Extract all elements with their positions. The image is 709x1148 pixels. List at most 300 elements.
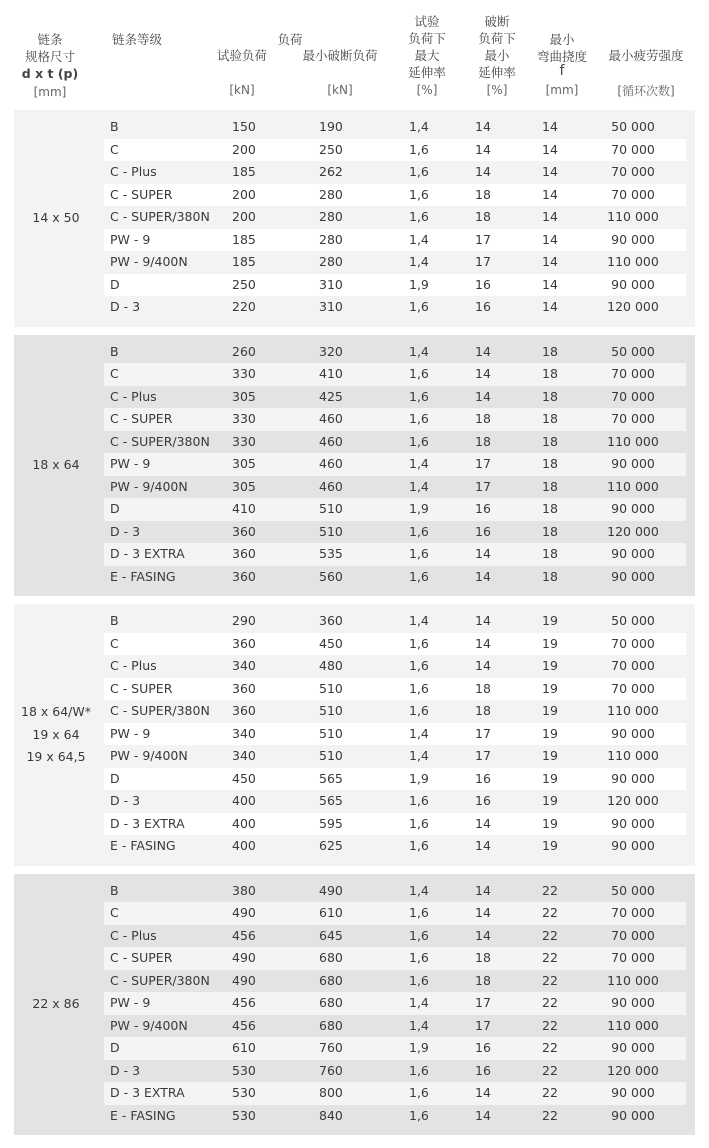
- cell-max-elong: 1,6: [409, 1085, 429, 1100]
- cell-bend: 22: [542, 995, 558, 1010]
- cell-max-elong: 1,4: [409, 478, 429, 494]
- cell-proof-load: 490: [232, 950, 256, 965]
- table-row: [104, 835, 686, 858]
- cell-min-elong: 14: [475, 815, 491, 831]
- cell-min-elong: 18: [475, 433, 491, 449]
- table-row: [104, 251, 686, 274]
- cell-fatigue: 90 000: [611, 456, 655, 471]
- cell-min-break: 510: [319, 523, 343, 539]
- cell-fatigue: 90 000: [611, 770, 655, 786]
- cell-min-elong: 14: [475, 882, 491, 898]
- cell-max-elong: 1,4: [409, 119, 429, 134]
- cell-min-break: 460: [319, 411, 343, 426]
- cell-bend: 18: [542, 546, 558, 561]
- table-row: [104, 206, 686, 229]
- cell-max-elong: 1,9: [409, 501, 429, 516]
- cell-proof-load: 490: [232, 905, 256, 920]
- cell-grade: PW - 9/400N: [110, 1017, 188, 1033]
- chain-size-label: 18 x 64: [32, 457, 80, 472]
- header-size-line2: 规格尺寸: [24, 49, 75, 64]
- cell-min-break: 280: [319, 231, 343, 247]
- cell-max-elong: 1,4: [409, 725, 429, 741]
- cell-max-elong: 1,6: [409, 546, 429, 561]
- header-size-line1: 链条: [37, 32, 63, 47]
- cell-fatigue: 110 000: [607, 254, 659, 269]
- cell-bend: 19: [542, 635, 558, 651]
- cell-max-elong: 1,4: [409, 748, 429, 763]
- table-row: [104, 476, 686, 499]
- header-min-elong-3: 最小: [484, 48, 510, 63]
- table-row: [104, 1060, 686, 1083]
- cell-proof-load: 456: [232, 927, 256, 943]
- header-min-elong-1: 破断: [484, 14, 510, 29]
- cell-min-break: 680: [319, 972, 343, 988]
- cell-grade: C - SUPER/380N: [110, 703, 210, 718]
- cell-grade: D - 3: [110, 299, 141, 314]
- cell-fatigue: 110 000: [607, 433, 659, 449]
- table-row: [104, 745, 686, 768]
- cell-min-break: 310: [319, 299, 343, 314]
- cell-proof-load: 305: [232, 478, 256, 494]
- cell-grade: D: [110, 1040, 120, 1055]
- cell-fatigue: 90 000: [611, 501, 655, 516]
- table-row: [104, 341, 686, 364]
- cell-grade: C - Plus: [110, 164, 157, 179]
- cell-min-break: 280: [319, 186, 343, 202]
- header-max-elong-1: 试验: [414, 14, 440, 29]
- cell-grade: C: [110, 905, 119, 920]
- cell-proof-load: 360: [232, 635, 256, 651]
- cell-min-elong: 17: [475, 456, 491, 471]
- cell-proof-load: 260: [232, 343, 256, 359]
- chain-size-label: 19 x 64,5: [26, 749, 86, 764]
- cell-min-elong: 18: [475, 186, 491, 202]
- cell-bend: 14: [542, 119, 558, 134]
- cell-min-elong: 14: [475, 366, 491, 381]
- cell-max-elong: 1,6: [409, 1107, 429, 1123]
- cell-grade: C - SUPER/380N: [110, 972, 210, 988]
- cell-fatigue: 70 000: [611, 186, 655, 202]
- cell-min-break: 460: [319, 478, 343, 494]
- cell-bend: 14: [542, 254, 558, 269]
- cell-max-elong: 1,4: [409, 456, 429, 471]
- cell-min-break: 645: [319, 927, 343, 943]
- table-row: [104, 633, 686, 656]
- cell-bend: 18: [542, 411, 558, 426]
- table-row: [104, 880, 686, 903]
- cell-min-elong: 16: [475, 1040, 491, 1055]
- cell-grade: D - 3 EXTRA: [110, 815, 185, 831]
- cell-bend: 18: [542, 501, 558, 516]
- cell-min-elong: 14: [475, 119, 491, 134]
- cell-proof-load: 360: [232, 523, 256, 539]
- cell-proof-load: 450: [232, 770, 256, 786]
- table-row: [104, 768, 686, 791]
- header-proof-load-unit: [kN]: [229, 83, 255, 97]
- table-row: [104, 229, 686, 252]
- cell-fatigue: 70 000: [611, 635, 655, 651]
- cell-min-break: 595: [319, 815, 343, 831]
- cell-proof-load: 360: [232, 546, 256, 561]
- cell-min-elong: 17: [475, 748, 491, 763]
- header-size-line3: d x t (p): [21, 66, 79, 81]
- chain-size-group: [14, 604, 695, 866]
- cell-fatigue: 90 000: [611, 231, 655, 247]
- cell-grade: PW - 9: [110, 995, 151, 1010]
- cell-min-break: 510: [319, 703, 343, 718]
- cell-fatigue: 90 000: [611, 838, 655, 853]
- cell-min-elong: 14: [475, 658, 491, 673]
- cell-fatigue: 110 000: [607, 748, 659, 763]
- cell-max-elong: 1,9: [409, 770, 429, 786]
- cell-proof-load: 400: [232, 815, 256, 831]
- cell-fatigue: 70 000: [611, 366, 655, 381]
- cell-min-elong: 18: [475, 680, 491, 696]
- cell-min-elong: 14: [475, 568, 491, 584]
- cell-proof-load: 185: [232, 231, 256, 247]
- cell-min-elong: 14: [475, 905, 491, 920]
- table-row: [104, 431, 686, 454]
- cell-min-break: 310: [319, 276, 343, 292]
- cell-grade: E - FASING: [110, 1107, 176, 1123]
- cell-min-elong: 14: [475, 927, 491, 943]
- cell-bend: 22: [542, 1040, 558, 1055]
- cell-max-elong: 1,6: [409, 658, 429, 673]
- cell-max-elong: 1,6: [409, 703, 429, 718]
- cell-max-elong: 1,4: [409, 343, 429, 359]
- cell-min-break: 460: [319, 433, 343, 449]
- cell-fatigue: 90 000: [611, 1040, 655, 1055]
- cell-min-break: 450: [319, 635, 343, 651]
- cell-min-break: 490: [319, 882, 343, 898]
- cell-fatigue: 110 000: [607, 1017, 659, 1033]
- cell-fatigue: 90 000: [611, 1107, 655, 1123]
- table-row: [104, 521, 686, 544]
- table-row: [104, 678, 686, 701]
- cell-fatigue: 50 000: [611, 613, 655, 628]
- cell-proof-load: 530: [232, 1107, 256, 1123]
- cell-min-elong: 16: [475, 1062, 491, 1078]
- cell-proof-load: 185: [232, 254, 256, 269]
- cell-proof-load: 400: [232, 838, 256, 853]
- cell-proof-load: 305: [232, 388, 256, 404]
- cell-grade: PW - 9: [110, 725, 151, 741]
- table-row: [104, 992, 686, 1015]
- cell-min-elong: 16: [475, 276, 491, 292]
- header-proof-load: 试验负荷: [216, 48, 267, 63]
- cell-bend: 19: [542, 748, 558, 763]
- cell-bend: 22: [542, 1085, 558, 1100]
- cell-grade: C - SUPER: [110, 950, 173, 965]
- cell-proof-load: 305: [232, 456, 256, 471]
- cell-min-break: 320: [319, 343, 343, 359]
- cell-grade: C: [110, 141, 119, 157]
- chain-size-label: 14 x 50: [32, 210, 80, 225]
- cell-min-break: 280: [319, 254, 343, 269]
- cell-min-break: 360: [319, 613, 343, 628]
- header-size-unit: [mm]: [33, 85, 67, 99]
- cell-fatigue: 90 000: [611, 1085, 655, 1100]
- cell-max-elong: 1,6: [409, 411, 429, 426]
- cell-bend: 18: [542, 523, 558, 539]
- cell-min-break: 625: [319, 838, 343, 853]
- cell-max-elong: 1,4: [409, 995, 429, 1010]
- table-row: [104, 453, 686, 476]
- cell-grade: C: [110, 635, 119, 651]
- chain-size-group: [14, 110, 695, 327]
- cell-min-break: 610: [319, 905, 343, 920]
- header-fatigue-unit: [循环次数]: [617, 84, 675, 98]
- chain-size-group: [14, 335, 695, 597]
- table-row: [104, 408, 686, 431]
- cell-min-break: 535: [319, 546, 343, 561]
- cell-min-elong: 16: [475, 501, 491, 516]
- cell-proof-load: 220: [232, 299, 256, 314]
- cell-grade: PW - 9: [110, 456, 151, 471]
- header-min-break-unit: [kN]: [327, 83, 353, 97]
- cell-bend: 14: [542, 209, 558, 224]
- cell-min-elong: 14: [475, 1085, 491, 1100]
- cell-fatigue: 90 000: [611, 276, 655, 292]
- cell-min-elong: 14: [475, 635, 491, 651]
- cell-grade: D - 3: [110, 1062, 141, 1078]
- cell-bend: 19: [542, 658, 558, 673]
- cell-fatigue: 70 000: [611, 388, 655, 404]
- cell-min-elong: 14: [475, 343, 491, 359]
- table-row: [104, 1037, 686, 1060]
- cell-grade: B: [110, 343, 119, 359]
- cell-bend: 18: [542, 568, 558, 584]
- cell-max-elong: 1,4: [409, 613, 429, 628]
- cell-grade: D: [110, 276, 120, 292]
- cell-min-break: 680: [319, 995, 343, 1010]
- cell-max-elong: 1,6: [409, 972, 429, 988]
- header-max-elong-4: 延伸率: [408, 65, 446, 80]
- cell-min-break: 510: [319, 501, 343, 516]
- cell-min-elong: 17: [475, 254, 491, 269]
- cell-min-break: 840: [319, 1107, 343, 1123]
- cell-proof-load: 330: [232, 433, 256, 449]
- cell-proof-load: 530: [232, 1062, 256, 1078]
- chain-size-label: 22 x 86: [32, 996, 80, 1011]
- cell-grade: PW - 9/400N: [110, 254, 188, 269]
- cell-grade: D: [110, 501, 120, 516]
- cell-proof-load: 360: [232, 703, 256, 718]
- cell-proof-load: 360: [232, 568, 256, 584]
- cell-fatigue: 70 000: [611, 950, 655, 965]
- cell-min-elong: 16: [475, 299, 491, 314]
- cell-grade: C: [110, 366, 119, 381]
- cell-bend: 18: [542, 366, 558, 381]
- table-row: [104, 925, 686, 948]
- cell-fatigue: 90 000: [611, 568, 655, 584]
- table-header: [0, 0, 709, 108]
- cell-min-elong: 14: [475, 1107, 491, 1123]
- cell-bend: 18: [542, 433, 558, 449]
- cell-proof-load: 400: [232, 793, 256, 808]
- header-fatigue: 最小疲劳强度: [608, 48, 684, 63]
- cell-proof-load: 330: [232, 411, 256, 426]
- cell-proof-load: 200: [232, 186, 256, 202]
- cell-min-elong: 16: [475, 793, 491, 808]
- header-max-elong-3: 最大: [414, 48, 440, 63]
- cell-max-elong: 1,6: [409, 838, 429, 853]
- table-row: [104, 723, 686, 746]
- table-row: [104, 566, 686, 589]
- cell-max-elong: 1,9: [409, 276, 429, 292]
- cell-min-elong: 17: [475, 231, 491, 247]
- cell-bend: 22: [542, 1017, 558, 1033]
- cell-min-break: 262: [319, 164, 343, 179]
- cell-min-break: 760: [319, 1062, 343, 1078]
- cell-min-break: 460: [319, 456, 343, 471]
- table-row: [104, 902, 686, 925]
- cell-max-elong: 1,6: [409, 299, 429, 314]
- cell-max-elong: 1,4: [409, 882, 429, 898]
- cell-proof-load: 410: [232, 501, 256, 516]
- cell-min-elong: 18: [475, 703, 491, 718]
- cell-bend: 14: [542, 141, 558, 157]
- cell-min-elong: 14: [475, 164, 491, 179]
- table-row: [104, 1105, 686, 1128]
- cell-grade: PW - 9/400N: [110, 478, 188, 494]
- cell-proof-load: 530: [232, 1085, 256, 1100]
- cell-min-elong: 18: [475, 411, 491, 426]
- cell-min-elong: 17: [475, 725, 491, 741]
- cell-grade: C - Plus: [110, 388, 157, 404]
- cell-max-elong: 1,6: [409, 433, 429, 449]
- cell-max-elong: 1,6: [409, 927, 429, 943]
- cell-max-elong: 1,6: [409, 680, 429, 696]
- cell-bend: 22: [542, 1062, 558, 1078]
- cell-fatigue: 50 000: [611, 343, 655, 359]
- cell-fatigue: 70 000: [611, 905, 655, 920]
- cell-proof-load: 200: [232, 141, 256, 157]
- cell-grade: B: [110, 882, 119, 898]
- cell-min-elong: 18: [475, 209, 491, 224]
- cell-proof-load: 340: [232, 748, 256, 763]
- cell-max-elong: 1,6: [409, 950, 429, 965]
- cell-proof-load: 250: [232, 276, 256, 292]
- cell-fatigue: 120 000: [607, 299, 659, 314]
- cell-fatigue: 90 000: [611, 815, 655, 831]
- cell-min-elong: 18: [475, 950, 491, 965]
- cell-grade: C - Plus: [110, 658, 157, 673]
- cell-min-break: 510: [319, 725, 343, 741]
- cell-proof-load: 456: [232, 995, 256, 1010]
- chain-size-label: 18 x 64/W*: [21, 704, 91, 719]
- cell-fatigue: 110 000: [607, 209, 659, 224]
- cell-proof-load: 185: [232, 164, 256, 179]
- cell-fatigue: 120 000: [607, 1062, 659, 1078]
- table-row: [104, 947, 686, 970]
- header-grade: 链条等级: [112, 32, 163, 47]
- cell-fatigue: 110 000: [607, 972, 659, 988]
- cell-max-elong: 1,6: [409, 1062, 429, 1078]
- cell-min-elong: 14: [475, 388, 491, 404]
- table-row: [104, 1082, 686, 1105]
- cell-max-elong: 1,6: [409, 388, 429, 404]
- cell-bend: 18: [542, 456, 558, 471]
- cell-bend: 14: [542, 299, 558, 314]
- cell-max-elong: 1,6: [409, 635, 429, 651]
- cell-fatigue: 90 000: [611, 995, 655, 1010]
- cell-fatigue: 70 000: [611, 164, 655, 179]
- cell-proof-load: 490: [232, 972, 256, 988]
- cell-grade: C - SUPER/380N: [110, 209, 210, 224]
- cell-bend: 19: [542, 725, 558, 741]
- cell-bend: 19: [542, 838, 558, 853]
- cell-min-break: 565: [319, 793, 343, 808]
- cell-fatigue: 70 000: [611, 927, 655, 943]
- cell-proof-load: 200: [232, 209, 256, 224]
- cell-proof-load: 340: [232, 725, 256, 741]
- cell-grade: D - 3: [110, 523, 141, 539]
- cell-fatigue: 70 000: [611, 680, 655, 696]
- cell-grade: D - 3: [110, 793, 141, 808]
- cell-bend: 22: [542, 972, 558, 988]
- cell-max-elong: 1,6: [409, 793, 429, 808]
- cell-grade: E - FASING: [110, 838, 176, 853]
- cell-fatigue: 90 000: [611, 546, 655, 561]
- cell-min-break: 425: [319, 388, 343, 404]
- cell-proof-load: 150: [232, 119, 256, 134]
- cell-min-break: 250: [319, 141, 343, 157]
- cell-proof-load: 330: [232, 366, 256, 381]
- cell-min-break: 800: [319, 1085, 343, 1100]
- header-bend-unit: [mm]: [545, 83, 579, 97]
- cell-fatigue: 120 000: [607, 523, 659, 539]
- cell-min-elong: 18: [475, 972, 491, 988]
- cell-min-elong: 14: [475, 546, 491, 561]
- cell-max-elong: 1,4: [409, 254, 429, 269]
- cell-proof-load: 610: [232, 1040, 256, 1055]
- cell-grade: C - SUPER/380N: [110, 433, 210, 449]
- cell-min-elong: 17: [475, 1017, 491, 1033]
- cell-bend: 18: [542, 343, 558, 359]
- table-row: [104, 274, 686, 297]
- cell-max-elong: 1,6: [409, 164, 429, 179]
- table-row: [104, 139, 686, 162]
- header-min-elong-2: 负荷下: [478, 31, 516, 46]
- cell-proof-load: 456: [232, 1017, 256, 1033]
- cell-min-elong: 17: [475, 478, 491, 494]
- cell-bend: 19: [542, 703, 558, 718]
- cell-grade: C - SUPER: [110, 680, 173, 696]
- table-row: [104, 386, 686, 409]
- cell-min-elong: 14: [475, 141, 491, 157]
- header-max-elong-unit: [%]: [416, 83, 438, 97]
- cell-max-elong: 1,6: [409, 815, 429, 831]
- cell-fatigue: 70 000: [611, 141, 655, 157]
- cell-min-break: 565: [319, 770, 343, 786]
- cell-fatigue: 90 000: [611, 725, 655, 741]
- chain-size-group: [14, 874, 695, 1136]
- cell-min-break: 480: [319, 658, 343, 673]
- cell-bend: 19: [542, 815, 558, 831]
- cell-min-break: 560: [319, 568, 343, 584]
- cell-bend: 19: [542, 680, 558, 696]
- cell-max-elong: 1,4: [409, 231, 429, 247]
- cell-bend: 14: [542, 164, 558, 179]
- cell-min-elong: 17: [475, 995, 491, 1010]
- cell-grade: C - SUPER: [110, 186, 173, 202]
- header-bend-3: f: [559, 63, 565, 79]
- cell-proof-load: 340: [232, 658, 256, 673]
- header-max-elong-2: 负荷下: [408, 31, 446, 46]
- cell-min-break: 680: [319, 950, 343, 965]
- cell-grade: E - FASING: [110, 568, 176, 584]
